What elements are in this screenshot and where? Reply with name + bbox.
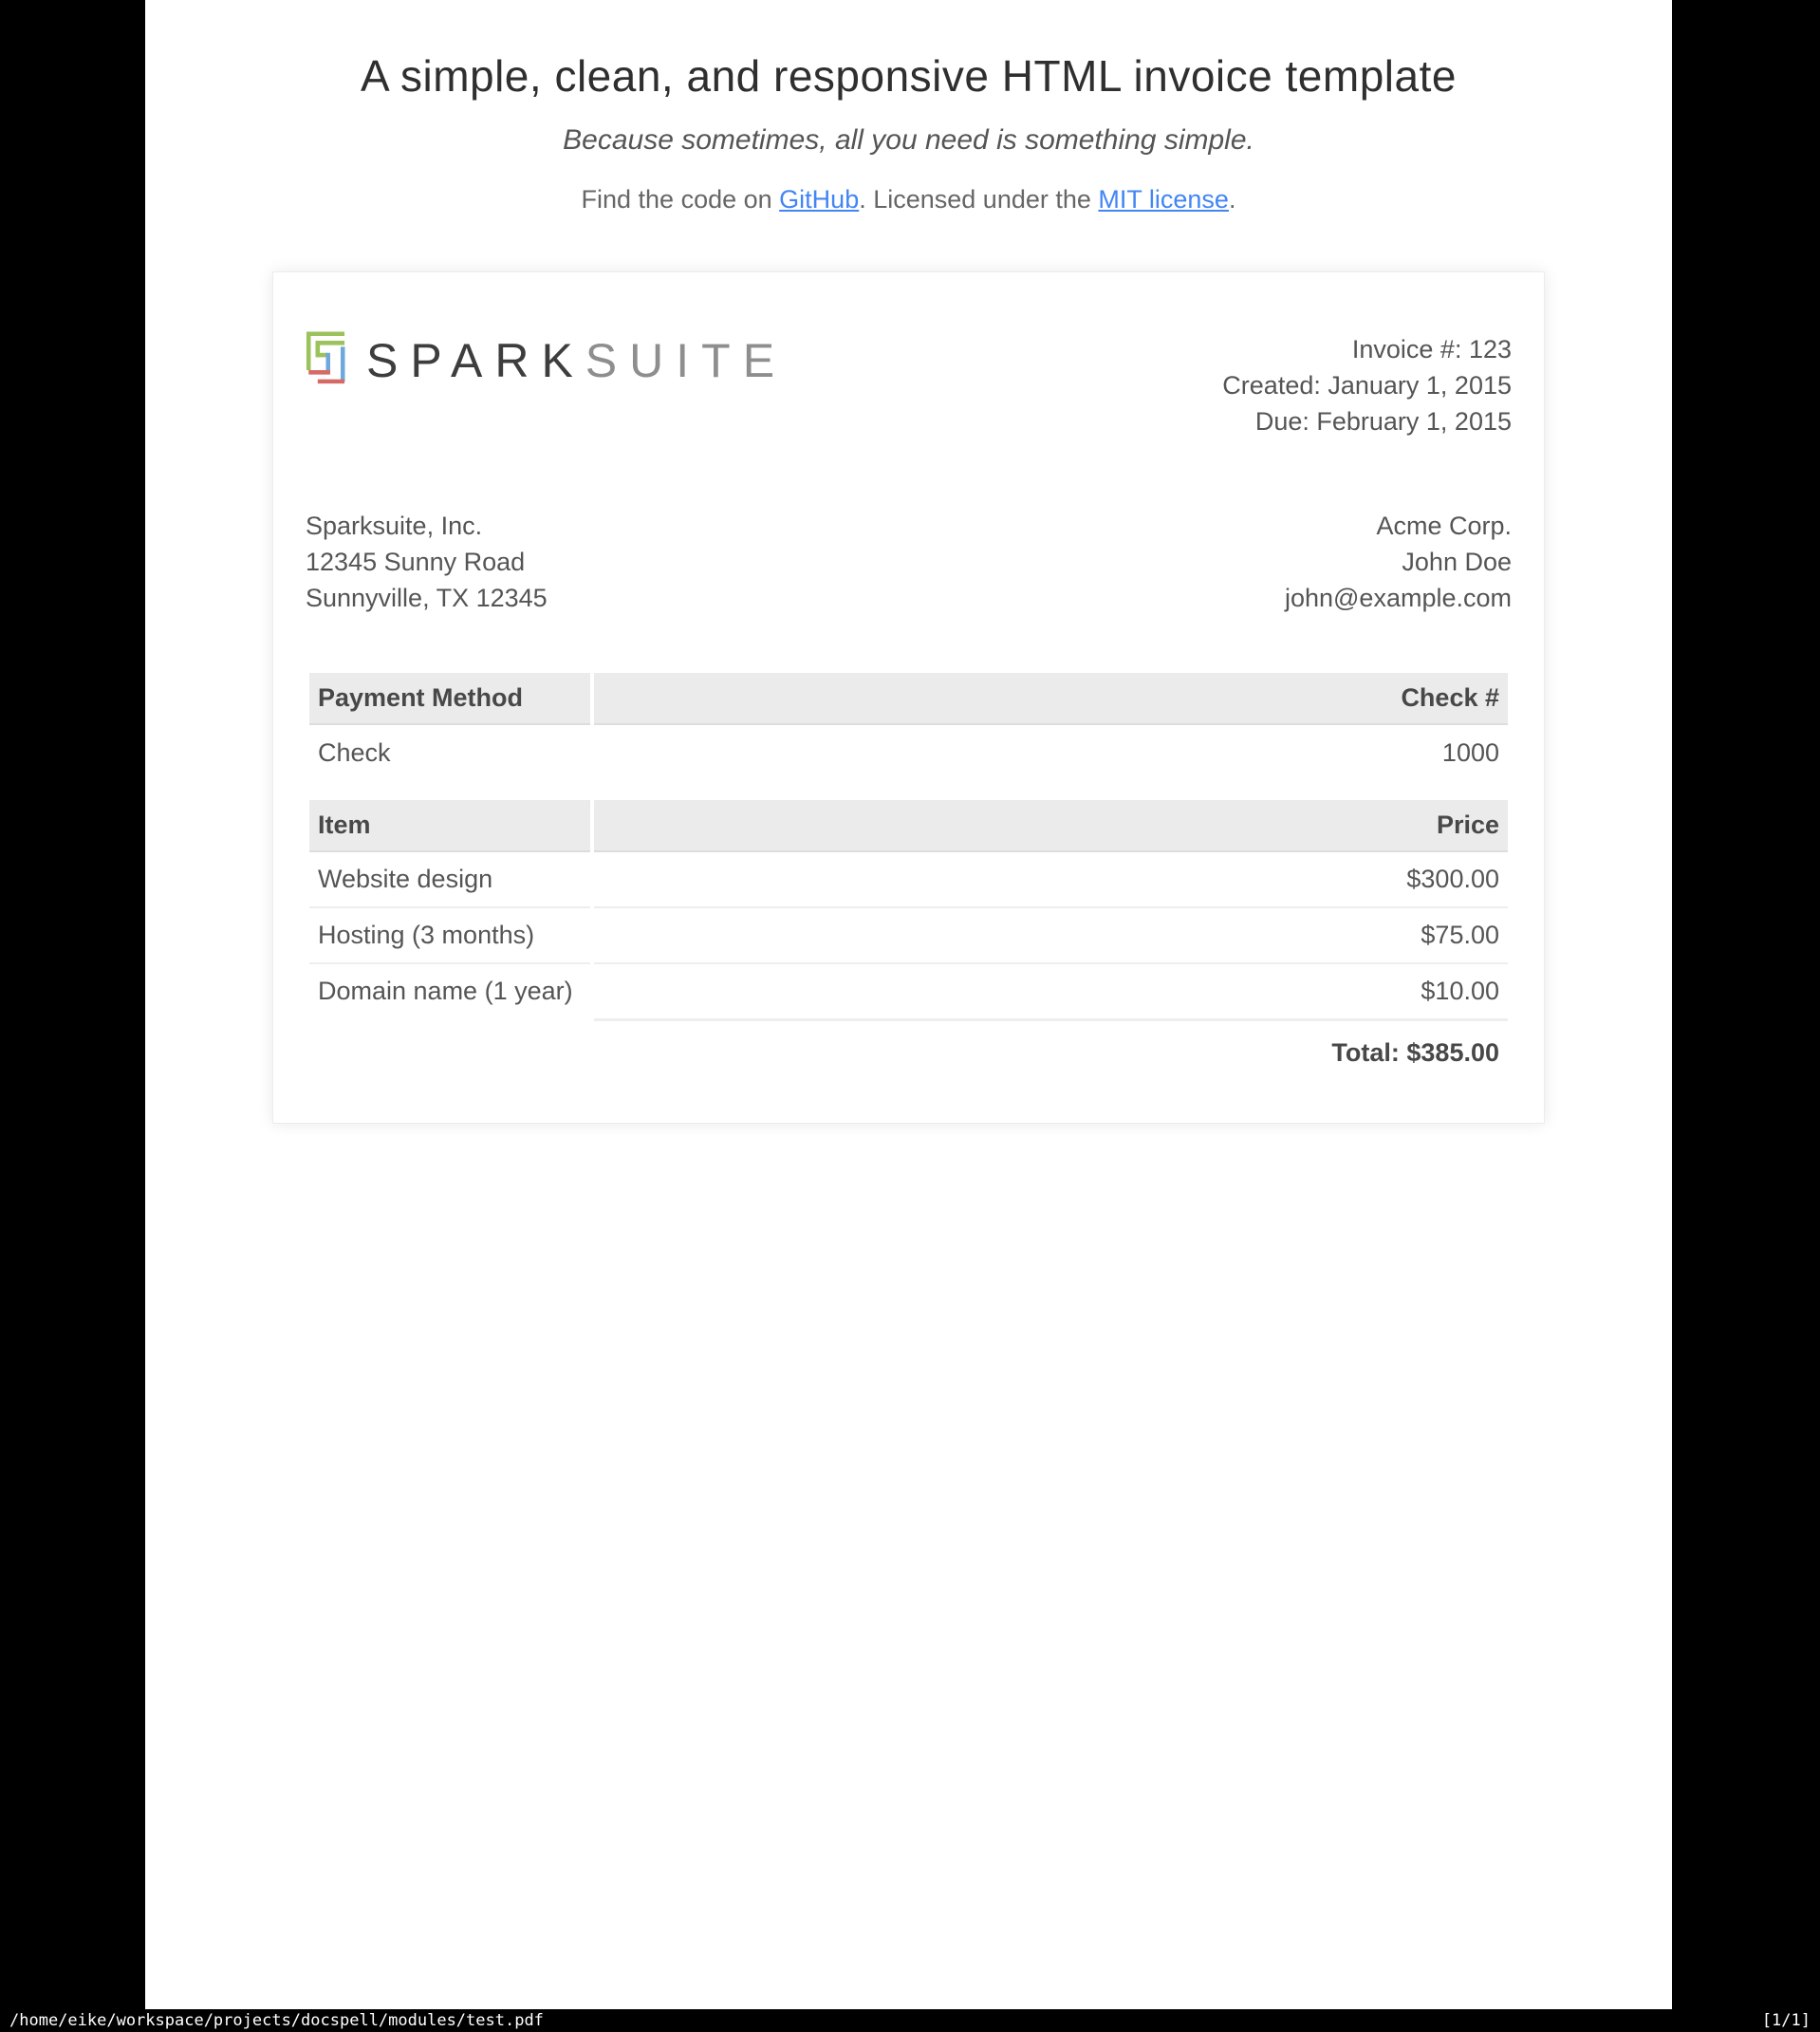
payment-method-value: Check xyxy=(318,737,391,767)
to-company: Acme Corp. xyxy=(1376,511,1512,540)
item-name: Hosting (3 months) xyxy=(309,908,590,964)
invoice-number: Invoice #: 123 xyxy=(1351,334,1512,364)
github-link[interactable]: GitHub xyxy=(779,184,860,214)
links-prefix: Find the code on xyxy=(581,184,780,214)
check-number-value: 1000 xyxy=(1441,737,1499,767)
table-row xyxy=(309,908,1508,964)
invoice-due-date: Due: February 1, 2015 xyxy=(1254,406,1512,436)
from-city: Sunnyville, TX 12345 xyxy=(306,583,548,612)
item-name: Domain name (1 year) xyxy=(318,976,573,1005)
table-row xyxy=(309,852,1508,908)
table-row xyxy=(309,964,1508,1018)
payment-table-header xyxy=(309,673,1508,725)
billing-from xyxy=(306,508,548,616)
page-title: A simple, clean, and responsive HTML invoice template xyxy=(361,51,1457,101)
payment-table-row xyxy=(309,725,1508,792)
item-header: Item xyxy=(309,800,590,852)
billing-to xyxy=(1285,508,1512,616)
item-price: $10.00 xyxy=(1421,976,1499,1005)
status-bar xyxy=(0,2009,1820,2032)
invoice-header-row xyxy=(306,331,1512,439)
from-street: 12345 Sunny Road xyxy=(306,547,526,576)
invoice-total: Total: $385.00 xyxy=(594,1018,1508,1075)
price-header: Price xyxy=(594,800,1508,852)
payment-table xyxy=(306,673,1512,792)
invoice-meta xyxy=(1222,331,1512,439)
to-name: John Doe xyxy=(1402,547,1512,576)
item-name: Website design xyxy=(309,852,590,908)
payment-method-header: Payment Method xyxy=(309,673,590,725)
mit-license-link[interactable]: MIT license xyxy=(1098,184,1229,214)
items-table-header xyxy=(309,800,1508,852)
page-subtitle: Because sometimes, all you need is something simple. xyxy=(563,123,1254,156)
file-path: /home/eike/workspace/projects/docspell/modules/test.pdf xyxy=(9,2011,544,2030)
links-line xyxy=(145,185,1672,214)
logo-wordmark xyxy=(366,333,788,387)
items-table xyxy=(306,800,1512,1075)
total-row xyxy=(309,1018,1508,1075)
page-indicator: [1/1] xyxy=(1761,2011,1811,2030)
logo-suite-text: SUITE xyxy=(585,333,788,387)
address-row xyxy=(306,508,1512,616)
pdf-page xyxy=(145,0,1672,2009)
links-suffix: . xyxy=(1228,184,1236,214)
sparksuite-logo-icon xyxy=(306,331,345,390)
check-number-header: Check # xyxy=(594,673,1508,725)
to-email: john@example.com xyxy=(1284,583,1512,612)
sparksuite-logo xyxy=(306,331,787,390)
item-price: $300.00 xyxy=(594,852,1508,908)
item-price: $75.00 xyxy=(594,908,1508,964)
logo-spark-text: SPARK xyxy=(366,333,585,387)
links-middle: . Licensed under the xyxy=(859,184,1099,214)
invoice-box xyxy=(272,271,1545,1124)
from-company: Sparksuite, Inc. xyxy=(306,511,483,540)
invoice-created-date: Created: January 1, 2015 xyxy=(1222,370,1512,400)
